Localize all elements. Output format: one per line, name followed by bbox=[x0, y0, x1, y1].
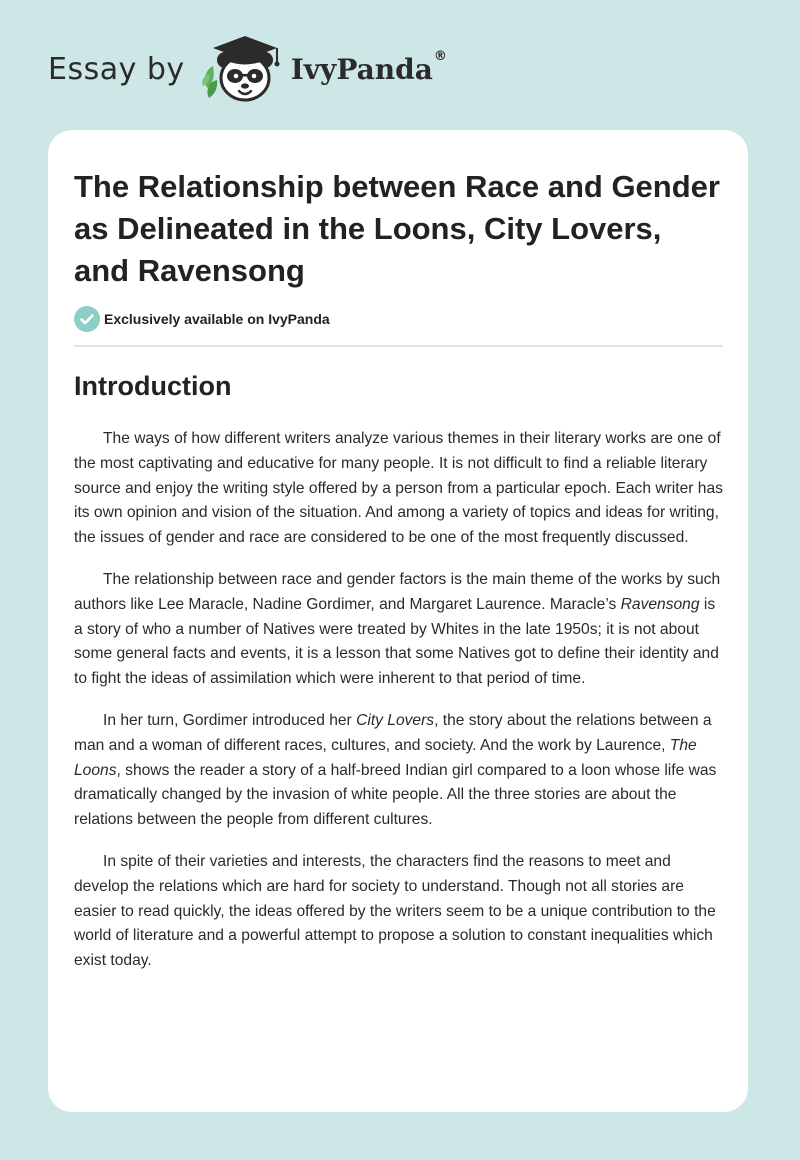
paragraph-2-text-a: The relationship between race and gender factors is the main theme of the works by such authors like Lee Maracle, Nadine Gordimer, and Margaret Laurence. Maracle’s bbox=[74, 570, 721, 613]
work-title-city-lovers: City Lovers bbox=[356, 711, 435, 729]
work-title-the-loons: The Loons bbox=[74, 736, 697, 779]
title-divider bbox=[74, 345, 723, 347]
paragraph-3-text-c: , shows the reader a story of a half-breed Indian girl compared to a loon whose life was dramatically changed by the invasion of white people. All the three stories are about the relations between the people from different cultures. bbox=[74, 761, 717, 829]
paragraph-2-text-b: is a story of who a number of Natives were treated by Whites in the late 1950s; it is not about some general facts and events, it is a lesson that some Natives got to define their identity and to fight the ideas of assimilation which were inherent to that period of time. bbox=[74, 595, 719, 688]
paragraph-2 bbox=[74, 568, 725, 692]
paragraph-3-text-b: , the story about the relations between a man and a woman of different races, cultures, and society. And the work by Laurence, bbox=[74, 711, 712, 754]
exclusive-badge-label: Exclusively available on IvyPanda bbox=[104, 311, 330, 327]
panda-graduation-cap-icon[interactable] bbox=[199, 30, 285, 110]
check-circle-icon bbox=[74, 306, 100, 332]
brand-name[interactable] bbox=[290, 49, 447, 86]
essay-body bbox=[74, 427, 725, 991]
essay-card bbox=[48, 130, 748, 1112]
exclusive-badge bbox=[74, 306, 330, 332]
section-heading-introduction: Introduction bbox=[74, 371, 232, 401]
work-title-ravensong: Ravensong bbox=[620, 595, 700, 613]
brand-name-text: IvyPanda bbox=[290, 53, 433, 86]
essay-by-label: Essay by bbox=[48, 52, 185, 87]
paragraph-3 bbox=[74, 709, 725, 833]
paragraph-1: The ways of how different writers analyze various themes in their literary works are one of the most captivating and educative for many people. It is not difficult to find a reliable literary source and enjoy the writing style offered by a person from a particular epoch. Each writer has its own opinion and vision of the situation. And among a variety of topics and ideas for writing, the issues of gender and race are considered to be one of the most frequently discussed. bbox=[74, 430, 723, 547]
essay-title: The Relationship between Race and Gender as Delineated in the Loons, City Lovers, and Ravensong bbox=[74, 169, 720, 288]
paragraph-4: In spite of their varieties and interests, the characters find the reasons to meet and develop the relations which are hard for society to understand. Though not all stories are easier to read quickly, the ideas offered by the writers seem to be a unique contribution to the world of literature and a powerful attempt to propose a solution to constant inequalities which exist today. bbox=[74, 852, 716, 970]
registered-mark: ® bbox=[433, 49, 447, 64]
site-header bbox=[48, 30, 447, 110]
paragraph-3-text-a: In her turn, Gordimer introduced her bbox=[103, 711, 357, 729]
